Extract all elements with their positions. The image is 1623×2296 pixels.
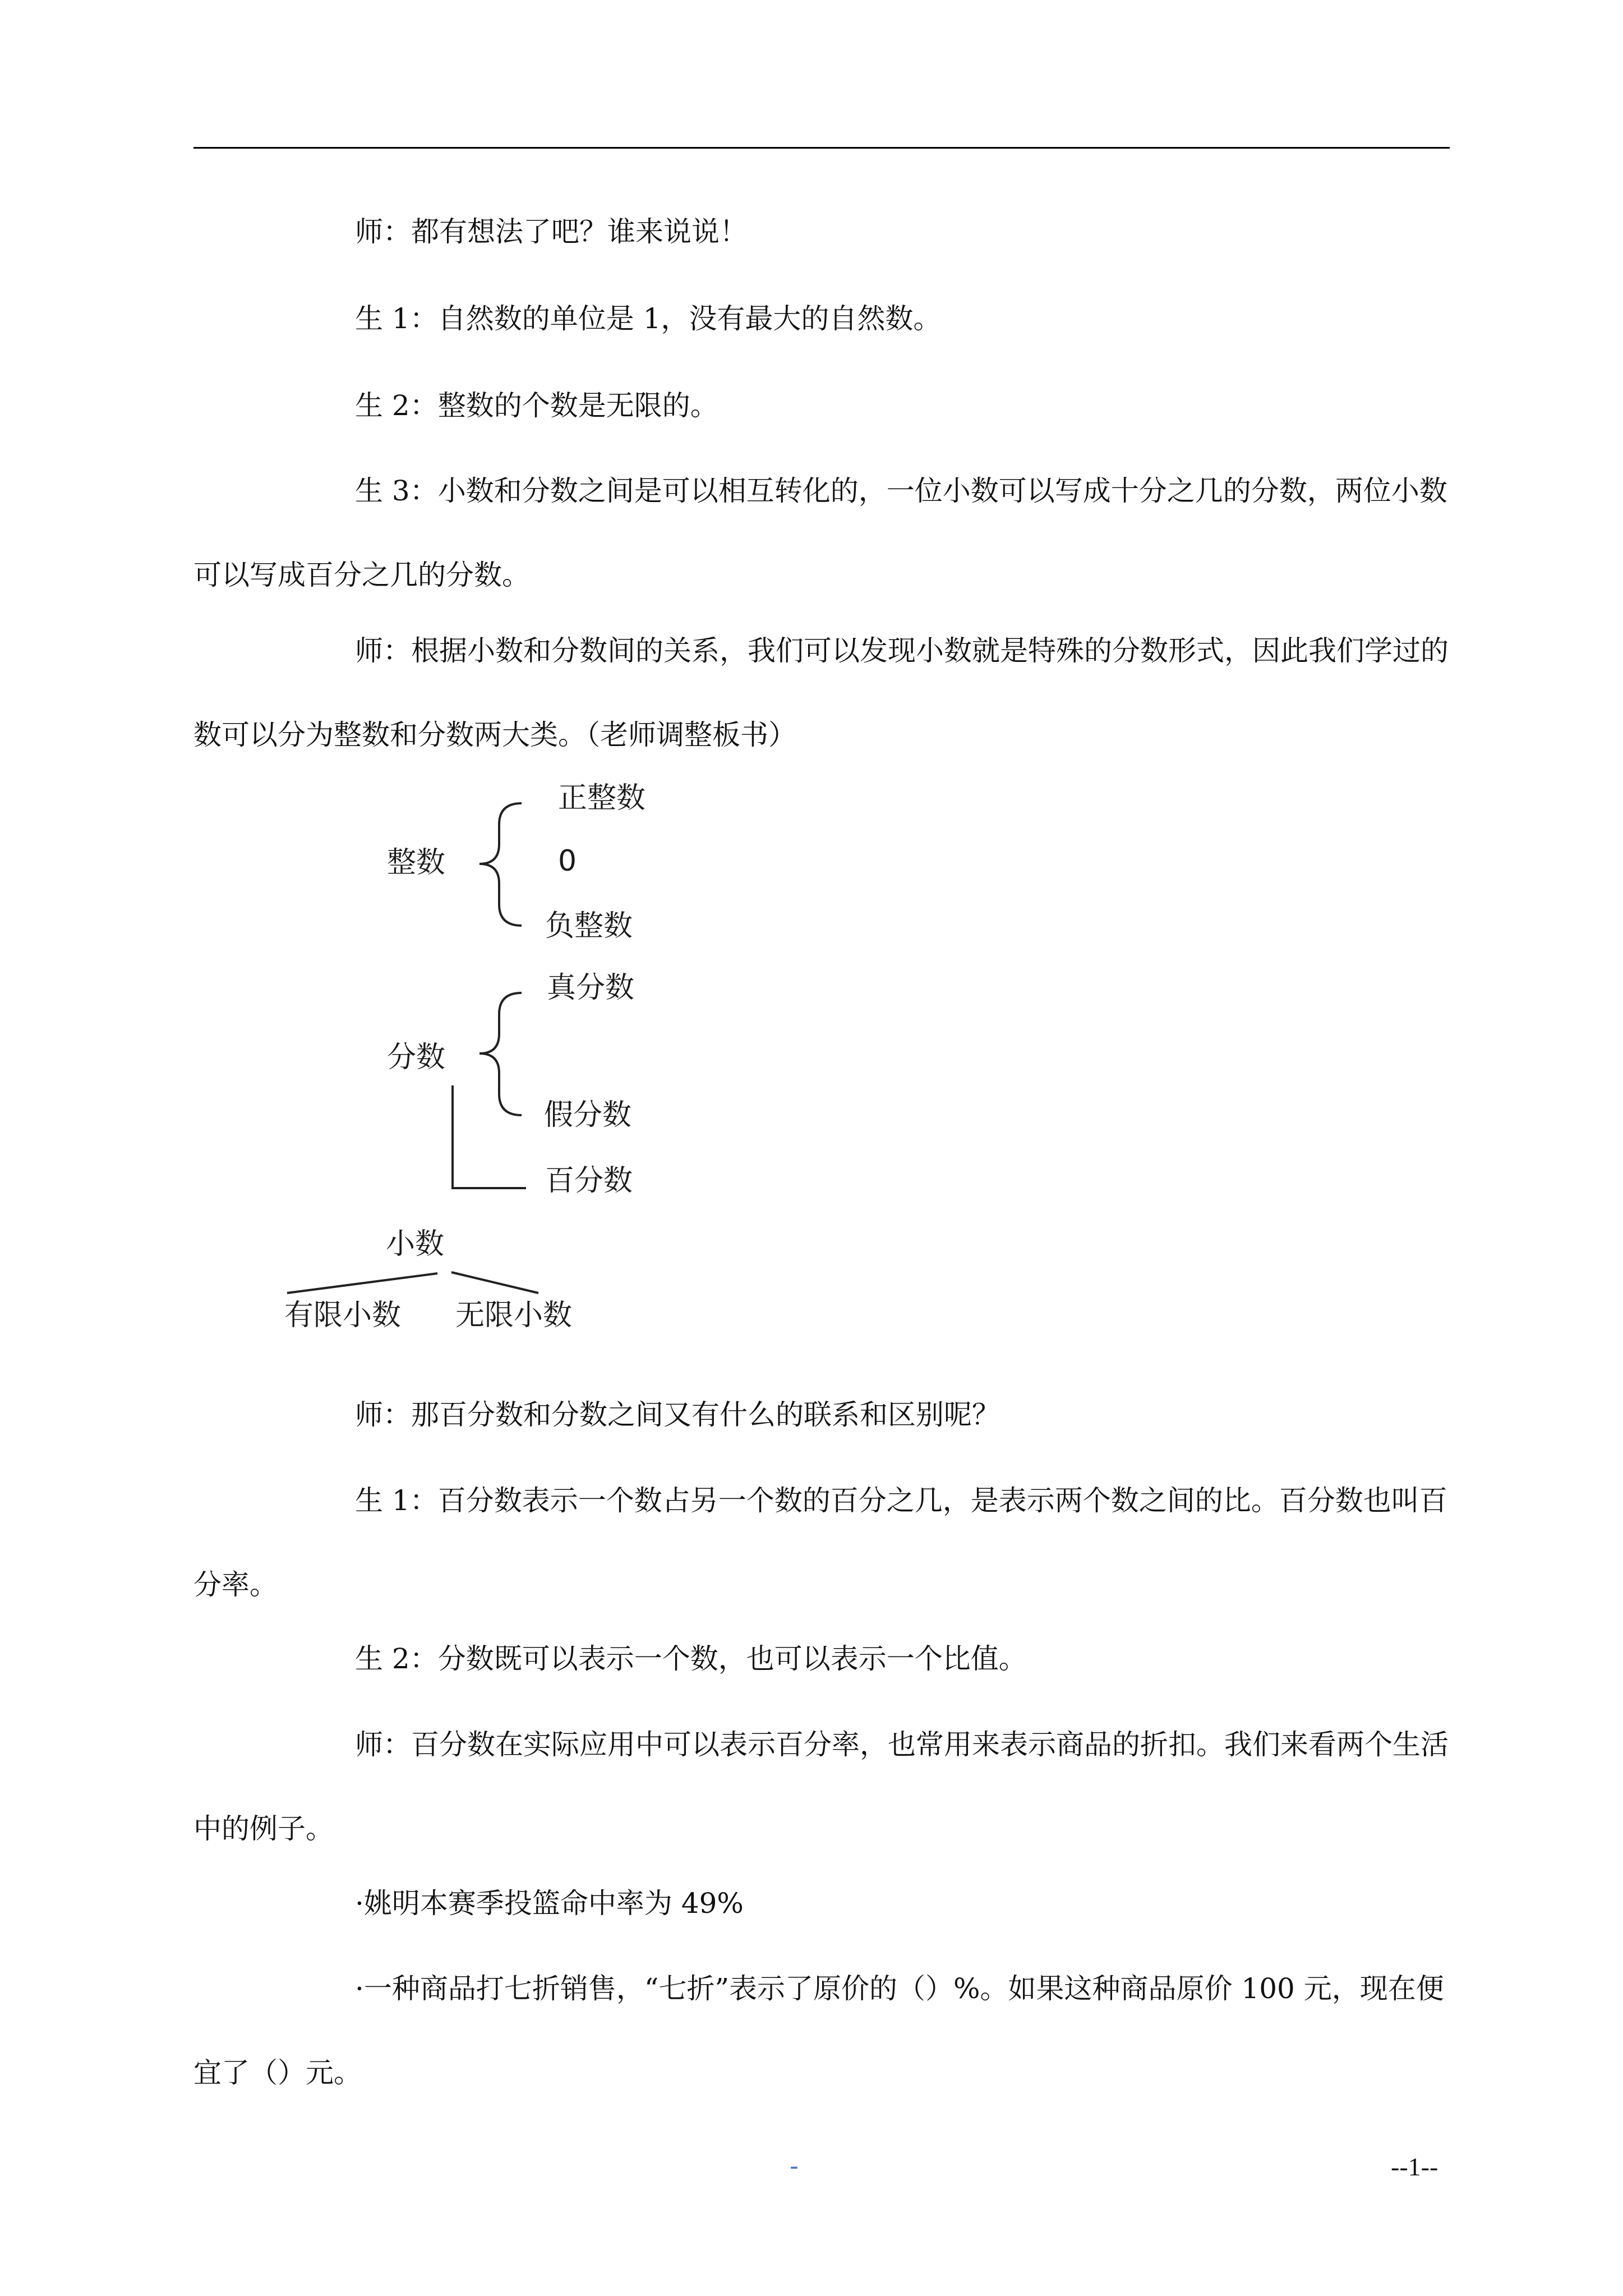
bullet-example-2: ·一种商品打七折销售，“七折”表示了原价的（）%。如果这种商品原价 100 元，现在便宜了（）元。: [193, 1972, 1444, 2089]
paragraph-7: 生 1：百分数表示一个数占另一个数的百分之几，是表示两个数之间的比。百分数也叫百分率。: [193, 1484, 1447, 1601]
decimal-left-branch: [287, 1273, 437, 1293]
label-negative-integer: 负整数: [545, 909, 633, 943]
integer-brace: [479, 803, 522, 926]
paragraph-5: 师：根据小数和分数间的关系，我们可以发现小数就是特殊的分数形式，因此我们学过的数可以分为整数和分数两大类。（老师调整板书）: [193, 634, 1449, 751]
paragraph-9: 师：百分数在实际应用中可以表示百分率，也常用来表示商品的折扣。我们来看两个生活中的例子。: [193, 1728, 1449, 1845]
paragraph-4: 生 3：小数和分数之间是可以相互转化的，一位小数可以写成十分之几的分数，两位小数可以写成百分之几的分数。: [193, 475, 1447, 591]
paragraph-1: 师：都有想法了吧？谁来说说！: [355, 215, 748, 248]
paragraph-3: 生 2：整数的个数是无限的。: [355, 389, 718, 422]
label-finite-decimal: 有限小数: [284, 1299, 402, 1332]
paragraph-6: 师：那百分数和分数之间又有什么的联系和区别呢？: [355, 1398, 1000, 1431]
label-positive-integer: 正整数: [558, 781, 646, 815]
label-decimal: 小数: [386, 1227, 445, 1261]
page-number: --1--: [1391, 2152, 1438, 2181]
decimal-right-branch: [451, 1272, 538, 1293]
label-percent: 百分数: [545, 1164, 633, 1198]
label-proper-fraction: 真分数: [547, 971, 635, 1005]
footer-dash: -: [790, 2152, 799, 2180]
fraction-brace: [479, 993, 522, 1115]
label-improper-fraction: 假分数: [544, 1098, 632, 1132]
paragraph-2: 生 1：自然数的单位是 1，没有最大的自然数。: [355, 302, 942, 335]
label-integer: 整数: [387, 846, 446, 880]
paragraph-8: 生 2：分数既可以表示一个数，也可以表示一个比值。: [355, 1642, 1027, 1675]
label-zero: 0: [558, 844, 577, 878]
bullet-example-1: ·姚明本赛季投篮命中率为 49%: [355, 1887, 744, 1920]
label-fraction: 分数: [387, 1041, 446, 1074]
label-infinite-decimal: 无限小数: [455, 1299, 573, 1332]
